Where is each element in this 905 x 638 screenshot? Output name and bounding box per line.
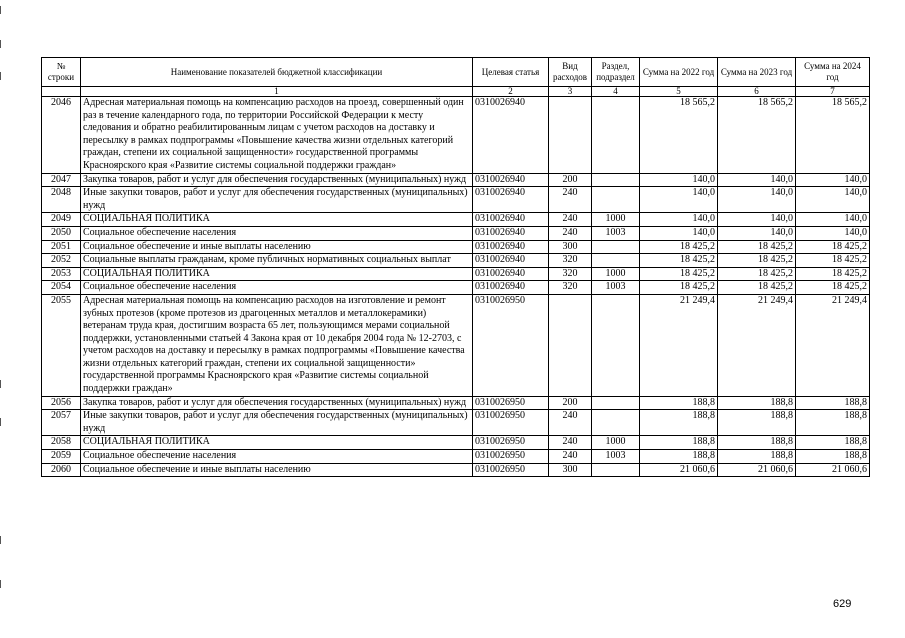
row-section: 1003 bbox=[592, 281, 640, 295]
row-sum-2022: 18 425,2 bbox=[640, 240, 718, 254]
row-sum-2023: 140,0 bbox=[718, 213, 796, 227]
margin-tick bbox=[0, 580, 1, 588]
row-name: Социальное обеспечение населения bbox=[81, 450, 473, 464]
row-sum-2023: 140,0 bbox=[718, 187, 796, 213]
row-name: Социальное обеспечение и иные выплаты населению bbox=[81, 240, 473, 254]
row-number: 2050 bbox=[42, 226, 81, 240]
row-number: 2057 bbox=[42, 410, 81, 436]
row-sum-2023: 18 565,2 bbox=[718, 97, 796, 174]
row-sum-2022: 18 425,2 bbox=[640, 254, 718, 268]
row-sum-2024: 18 565,2 bbox=[796, 97, 870, 174]
row-sum-2023: 188,8 bbox=[718, 396, 796, 410]
column-number: 1 bbox=[81, 87, 473, 97]
row-section: 1003 bbox=[592, 450, 640, 464]
table-row bbox=[42, 213, 870, 227]
row-section bbox=[592, 187, 640, 213]
row-target-code: 0310026950 bbox=[473, 396, 549, 410]
row-target-code: 0310026940 bbox=[473, 240, 549, 254]
row-sum-2022: 188,8 bbox=[640, 396, 718, 410]
row-name: Адресная материальная помощь на компенсацию расходов на изготовление и ремонт зубных протезов (кроме протезов из драгоценных металлов и металлокерамики) ветеранам труда края, достигшим возраста 65 лет, пользующимся мерами социальной поддержки, установленными статьей 4 Закона края от 10 декабря 2004 года № 12-2703, с учетом расходов на доставку и пересылку в рамках подпрограммы «Повышение качества жизни отдельных категорий граждан, степени их социальной защищенности» государственной программы Красноярского края «Развитие системы социальной поддержки граждан» bbox=[81, 294, 473, 396]
column-number: 5 bbox=[640, 87, 718, 97]
row-section bbox=[592, 294, 640, 396]
row-sum-2022: 140,0 bbox=[640, 173, 718, 187]
row-target-code: 0310026940 bbox=[473, 187, 549, 213]
row-number: 2056 bbox=[42, 396, 81, 410]
table-row bbox=[42, 187, 870, 213]
table-row bbox=[42, 450, 870, 464]
row-expense-type bbox=[549, 97, 592, 174]
row-sum-2022: 140,0 bbox=[640, 187, 718, 213]
row-sum-2022: 18 425,2 bbox=[640, 281, 718, 295]
row-name: Иные закупки товаров, работ и услуг для обеспечения государственных (муниципальных) нужд bbox=[81, 410, 473, 436]
row-expense-type: 200 bbox=[549, 173, 592, 187]
table-row bbox=[42, 396, 870, 410]
row-number: 2048 bbox=[42, 187, 81, 213]
row-number: 2059 bbox=[42, 450, 81, 464]
margin-tick bbox=[0, 40, 1, 48]
row-expense-type: 320 bbox=[549, 254, 592, 268]
row-sum-2024: 18 425,2 bbox=[796, 254, 870, 268]
row-name: Закупка товаров, работ и услуг для обеспечения государственных (муниципальных) нужд bbox=[81, 396, 473, 410]
row-sum-2023: 140,0 bbox=[718, 226, 796, 240]
table-row bbox=[42, 463, 870, 477]
row-sum-2022: 188,8 bbox=[640, 410, 718, 436]
row-sum-2024: 21 060,6 bbox=[796, 463, 870, 477]
row-name: Закупка товаров, работ и услуг для обеспечения государственных (муниципальных) нужд bbox=[81, 173, 473, 187]
row-sum-2023: 18 425,2 bbox=[718, 281, 796, 295]
column-number: 6 bbox=[718, 87, 796, 97]
row-target-code: 0310026940 bbox=[473, 267, 549, 281]
row-expense-type: 240 bbox=[549, 436, 592, 450]
header-row-no: № строки bbox=[42, 58, 81, 87]
header-expense-type: Вид расходов bbox=[549, 58, 592, 87]
column-number bbox=[42, 87, 81, 97]
row-sum-2024: 140,0 bbox=[796, 213, 870, 227]
row-expense-type: 300 bbox=[549, 240, 592, 254]
row-sum-2024: 18 425,2 bbox=[796, 267, 870, 281]
table-row bbox=[42, 173, 870, 187]
row-sum-2024: 140,0 bbox=[796, 226, 870, 240]
budget-table bbox=[41, 57, 870, 477]
row-section bbox=[592, 463, 640, 477]
row-section bbox=[592, 173, 640, 187]
row-section: 1000 bbox=[592, 436, 640, 450]
header-section: Раздел, подраздел bbox=[592, 58, 640, 87]
row-number: 2049 bbox=[42, 213, 81, 227]
row-sum-2022: 188,8 bbox=[640, 436, 718, 450]
row-expense-type: 240 bbox=[549, 450, 592, 464]
table-row bbox=[42, 226, 870, 240]
row-section bbox=[592, 97, 640, 174]
row-sum-2022: 18 565,2 bbox=[640, 97, 718, 174]
row-target-code: 0310026940 bbox=[473, 97, 549, 174]
column-number-row bbox=[42, 87, 870, 97]
row-sum-2022: 140,0 bbox=[640, 213, 718, 227]
row-sum-2024: 188,8 bbox=[796, 396, 870, 410]
row-sum-2022: 18 425,2 bbox=[640, 267, 718, 281]
table-row bbox=[42, 294, 870, 396]
row-number: 2046 bbox=[42, 97, 81, 174]
row-expense-type: 200 bbox=[549, 396, 592, 410]
header-name: Наименование показателей бюджетной классификации bbox=[81, 58, 473, 87]
row-sum-2023: 188,8 bbox=[718, 410, 796, 436]
row-number: 2051 bbox=[42, 240, 81, 254]
row-sum-2024: 140,0 bbox=[796, 187, 870, 213]
row-number: 2047 bbox=[42, 173, 81, 187]
row-target-code: 0310026950 bbox=[473, 450, 549, 464]
row-expense-type: 240 bbox=[549, 213, 592, 227]
margin-tick bbox=[0, 536, 1, 544]
header-row bbox=[42, 58, 870, 87]
row-target-code: 0310026940 bbox=[473, 173, 549, 187]
row-expense-type: 320 bbox=[549, 281, 592, 295]
row-sum-2023: 18 425,2 bbox=[718, 240, 796, 254]
row-sum-2024: 18 425,2 bbox=[796, 281, 870, 295]
row-sum-2024: 140,0 bbox=[796, 173, 870, 187]
row-expense-type: 300 bbox=[549, 463, 592, 477]
row-expense-type: 240 bbox=[549, 226, 592, 240]
row-name: СОЦИАЛЬНАЯ ПОЛИТИКА bbox=[81, 213, 473, 227]
column-number: 3 bbox=[549, 87, 592, 97]
column-number: 2 bbox=[473, 87, 549, 97]
row-number: 2058 bbox=[42, 436, 81, 450]
row-target-code: 0310026950 bbox=[473, 294, 549, 396]
margin-tick bbox=[0, 6, 1, 14]
table-row bbox=[42, 410, 870, 436]
row-target-code: 0310026940 bbox=[473, 226, 549, 240]
header-target: Целевая статья bbox=[473, 58, 549, 87]
row-number: 2052 bbox=[42, 254, 81, 268]
row-name: Иные закупки товаров, работ и услуг для обеспечения государственных (муниципальных) нужд bbox=[81, 187, 473, 213]
row-section: 1000 bbox=[592, 267, 640, 281]
table-row bbox=[42, 436, 870, 450]
margin-tick bbox=[0, 72, 1, 80]
row-section bbox=[592, 254, 640, 268]
row-sum-2024: 188,8 bbox=[796, 450, 870, 464]
row-target-code: 0310026950 bbox=[473, 463, 549, 477]
header-sum-2022: Сумма на 2022 год bbox=[640, 58, 718, 87]
header-sum-2024: Сумма на 2024 год bbox=[796, 58, 870, 87]
row-sum-2024: 188,8 bbox=[796, 436, 870, 450]
table-row bbox=[42, 281, 870, 295]
row-sum-2023: 18 425,2 bbox=[718, 254, 796, 268]
column-number: 4 bbox=[592, 87, 640, 97]
row-sum-2024: 18 425,2 bbox=[796, 240, 870, 254]
row-target-code: 0310026940 bbox=[473, 213, 549, 227]
row-sum-2022: 140,0 bbox=[640, 226, 718, 240]
column-number: 7 bbox=[796, 87, 870, 97]
row-sum-2023: 140,0 bbox=[718, 173, 796, 187]
row-section bbox=[592, 396, 640, 410]
row-expense-type: 240 bbox=[549, 187, 592, 213]
row-name: СОЦИАЛЬНАЯ ПОЛИТИКА bbox=[81, 436, 473, 450]
row-section: 1000 bbox=[592, 213, 640, 227]
row-section bbox=[592, 410, 640, 436]
row-sum-2023: 188,8 bbox=[718, 436, 796, 450]
row-section: 1003 bbox=[592, 226, 640, 240]
row-target-code: 0310026950 bbox=[473, 436, 549, 450]
row-number: 2054 bbox=[42, 281, 81, 295]
row-sum-2023: 21 249,4 bbox=[718, 294, 796, 396]
row-name: Адресная материальная помощь на компенсацию расходов на проезд, совершенный один раз в течение календарного года, по территории Российской Федерации к месту следования и обратно реабилитированным лицам с учетом расходов на доставку и пересылку в рамках подпрограммы «Повышение качества жизни отдельных категорий граждан, степени их социальной защищенности» государственной программы Красноярского края «Развитие системы социальной поддержки граждан» bbox=[81, 97, 473, 174]
row-sum-2024: 188,8 bbox=[796, 410, 870, 436]
table-row bbox=[42, 254, 870, 268]
table-body bbox=[42, 97, 870, 477]
row-section bbox=[592, 240, 640, 254]
row-name: Социальное обеспечение населения bbox=[81, 281, 473, 295]
row-target-code: 0310026940 bbox=[473, 281, 549, 295]
row-number: 2055 bbox=[42, 294, 81, 396]
row-sum-2022: 21 060,6 bbox=[640, 463, 718, 477]
row-expense-type: 320 bbox=[549, 267, 592, 281]
row-expense-type: 240 bbox=[549, 410, 592, 436]
row-name: Социальное обеспечение и иные выплаты населению bbox=[81, 463, 473, 477]
row-name: СОЦИАЛЬНАЯ ПОЛИТИКА bbox=[81, 267, 473, 281]
row-name: Социальное обеспечение населения bbox=[81, 226, 473, 240]
row-sum-2023: 18 425,2 bbox=[718, 267, 796, 281]
page-number: 629 bbox=[833, 598, 852, 610]
row-number: 2053 bbox=[42, 267, 81, 281]
row-name: Социальные выплаты гражданам, кроме публичных нормативных социальных выплат bbox=[81, 254, 473, 268]
row-sum-2022: 188,8 bbox=[640, 450, 718, 464]
table-row bbox=[42, 97, 870, 174]
row-expense-type bbox=[549, 294, 592, 396]
table-row bbox=[42, 267, 870, 281]
row-sum-2023: 188,8 bbox=[718, 450, 796, 464]
row-target-code: 0310026940 bbox=[473, 254, 549, 268]
table-row bbox=[42, 240, 870, 254]
row-sum-2023: 21 060,6 bbox=[718, 463, 796, 477]
margin-tick bbox=[0, 418, 1, 426]
row-sum-2024: 21 249,4 bbox=[796, 294, 870, 396]
row-sum-2022: 21 249,4 bbox=[640, 294, 718, 396]
row-number: 2060 bbox=[42, 463, 81, 477]
header-sum-2023: Сумма на 2023 год bbox=[718, 58, 796, 87]
margin-tick bbox=[0, 380, 1, 388]
row-target-code: 0310026950 bbox=[473, 410, 549, 436]
